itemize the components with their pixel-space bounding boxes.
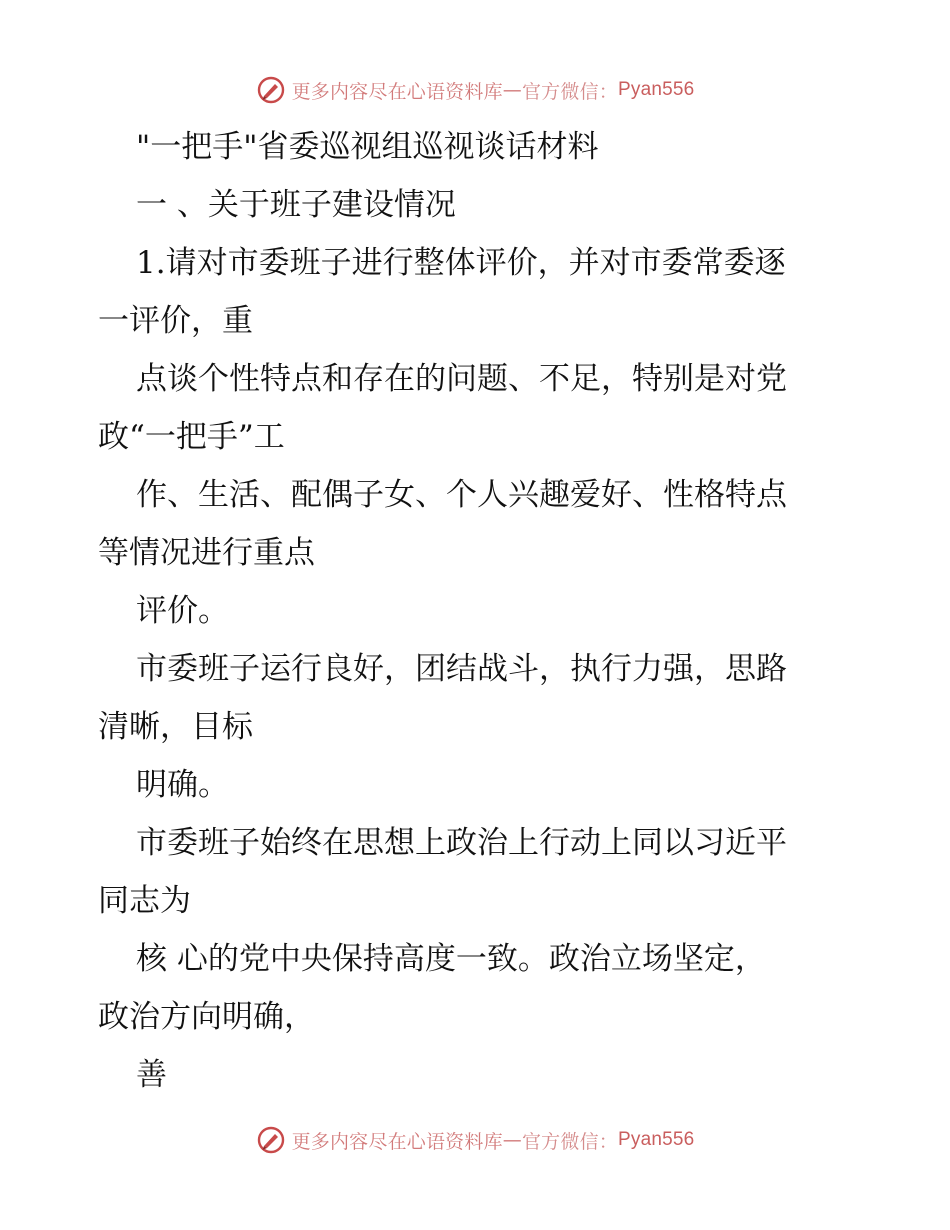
text-line: 一评价，重 <box>98 303 253 339</box>
text-line: 政“一把手”工 <box>98 419 285 455</box>
watermark-wechat-label: 官方微信： <box>521 80 618 103</box>
watermark-separator: — <box>502 1129 522 1151</box>
watermark-wechat-id: Pyan556 <box>618 1129 695 1150</box>
watermark-promo-text: 更多内容尽在心语资料库 <box>291 1130 503 1153</box>
document-body <box>98 118 858 1104</box>
pen-logo-icon <box>256 75 286 105</box>
text-line: 评价。 <box>136 593 229 629</box>
text-line: 明确。 <box>136 767 229 803</box>
header-watermark <box>0 70 950 110</box>
text-line: 作、生活、配偶子女、个人兴趣爱好、性格特点 <box>136 477 787 513</box>
watermark-separator: — <box>502 79 522 101</box>
text-line: 市委班子运行良好，团结战斗，执行力强，思路 <box>136 651 787 687</box>
text-line: 市委班子始终在思想上政治上行动上同以习近平 <box>136 825 787 861</box>
text-line: 政治方向明确， <box>98 999 315 1035</box>
text-line: 点谈个性特点和存在的问题、不足，特别是对党 <box>136 361 787 397</box>
text-line: 等情况进行重点 <box>98 535 315 571</box>
text-line: 1.请对市委班子进行整体评价，并对市委常委逐 <box>136 245 786 281</box>
text-line: 核 心的党中央保持高度一致。政治立场坚定， <box>136 941 766 977</box>
section-heading: 一 、关于班子建设情况 <box>136 187 456 223</box>
watermark-wechat-label: 官方微信： <box>521 1130 618 1153</box>
text-line: 清晰，目标 <box>98 709 253 745</box>
pen-logo-icon <box>256 1125 286 1155</box>
watermark-promo-text: 更多内容尽在心语资料库 <box>291 80 503 103</box>
document-title: "一把手"省委巡视组巡视谈话材料 <box>136 129 599 165</box>
text-line: 同志为 <box>98 883 191 919</box>
footer-watermark <box>0 1120 950 1160</box>
text-line: 善 <box>136 1057 167 1093</box>
watermark-wechat-id: Pyan556 <box>618 79 695 100</box>
